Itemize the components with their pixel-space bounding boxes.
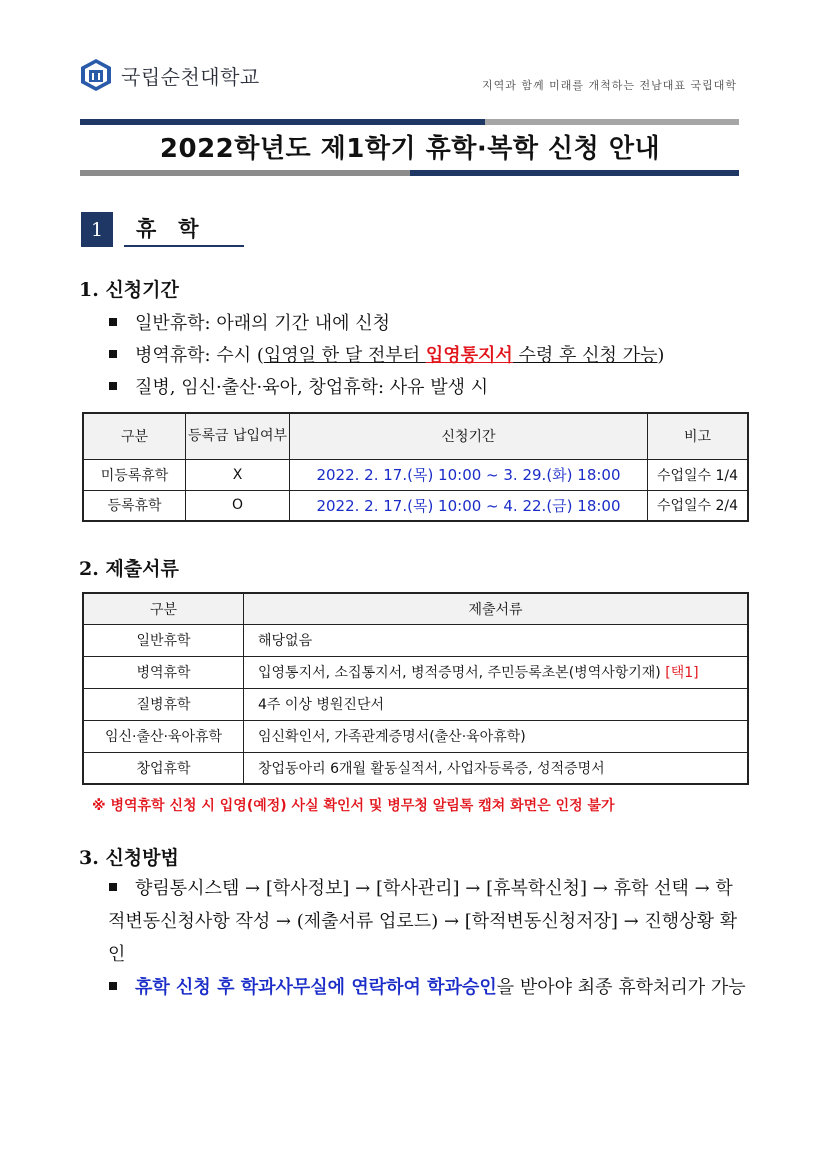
bullet-text-pre: 병역휴학: 수시 ( bbox=[135, 345, 264, 366]
period-bullet-others bbox=[108, 373, 488, 399]
cell-paid: X bbox=[186, 459, 290, 490]
table-row bbox=[83, 688, 748, 720]
cell-type: 등록휴학 bbox=[83, 490, 186, 521]
bullet-text: 향림통시스템 → [학사정보] → [학사관리] → [휴복학신청] → 휴학 선택 → 학적변동신청사항 작성 → (제출서류 업로드) → [학적변동신청저장] → 진행상황 확인 bbox=[108, 878, 738, 965]
period-table bbox=[82, 412, 749, 522]
title-top-bar-gray bbox=[485, 119, 739, 125]
title-bottom-bar-navy bbox=[410, 170, 739, 176]
table-row bbox=[83, 752, 748, 784]
header-cell: 등록금 납입여부 bbox=[186, 413, 290, 459]
bullet-text: 을 받아야 최종 휴학처리가 가능 bbox=[496, 977, 746, 998]
bullet-square-icon bbox=[109, 382, 117, 390]
header-cell: 구분 bbox=[83, 413, 186, 459]
cell-type: 질병휴학 bbox=[83, 688, 244, 720]
bullet-square-icon bbox=[109, 883, 117, 891]
bullet-text-post: ) bbox=[657, 345, 665, 366]
cell-docs: 임신확인서, 가족관계증명서(출산·육아휴학) bbox=[244, 720, 749, 752]
cell-period: 2022. 2. 17.(목) 10:00 ~ 4. 22.(금) 18:00 bbox=[290, 490, 648, 521]
title-top-bar-navy bbox=[80, 119, 485, 125]
method-bullet-approval bbox=[108, 971, 748, 1004]
university-emblem-icon bbox=[79, 58, 113, 92]
section-number: 1 bbox=[81, 212, 113, 247]
bullet-underlined-1: 입영일 한 달 전부터 bbox=[263, 345, 426, 366]
docs-warning-note: ※ 병역휴학 신청 시 입영(예정) 사실 확인서 및 병무청 알림톡 캡쳐 화면은 인정 불가 bbox=[92, 798, 615, 814]
cell-type: 미등록휴학 bbox=[83, 459, 186, 490]
period-heading: 1. 신청기간 bbox=[79, 279, 179, 301]
university-logo bbox=[79, 58, 260, 92]
table-row bbox=[83, 490, 748, 521]
choose-one-tag: [택1] bbox=[665, 665, 699, 681]
bullet-square-icon bbox=[109, 350, 117, 358]
cell-docs: 4주 이상 병원진단서 bbox=[244, 688, 749, 720]
cell-docs: 해당없음 bbox=[244, 624, 749, 656]
table-row bbox=[83, 459, 748, 490]
approval-highlight: 휴학 신청 후 학과사무실에 연락하여 학과승인 bbox=[135, 977, 497, 998]
title-bottom-bar-gray bbox=[80, 170, 410, 176]
header-cell: 구분 bbox=[83, 593, 244, 624]
cell-type: 창업휴학 bbox=[83, 752, 244, 784]
bullet-underlined-2: 수령 후 신청 가능 bbox=[512, 345, 658, 366]
cell-docs: 입영통지서, 소집통지서, 병적증명서, 주민등록초본(병역사항기재) [택1] bbox=[244, 656, 749, 688]
method-heading: 3. 신청방법 bbox=[79, 847, 179, 869]
cell-docs: 창업동아리 6개월 활동실적서, 사업자등록증, 성적증명서 bbox=[244, 752, 749, 784]
method-bullet-steps bbox=[108, 872, 748, 971]
cell-type: 임신·출산·육아휴학 bbox=[83, 720, 244, 752]
header-cell: 제출서류 bbox=[244, 593, 749, 624]
bullet-square-icon bbox=[109, 982, 117, 990]
docs-table bbox=[82, 592, 749, 785]
cell-type: 병역휴학 bbox=[83, 656, 244, 688]
cell-type: 일반휴학 bbox=[83, 624, 244, 656]
docs-heading: 2. 제출서류 bbox=[79, 558, 179, 580]
table-row bbox=[83, 624, 748, 656]
cell-note: 수업일수 2/4 bbox=[648, 490, 749, 521]
cell-period: 2022. 2. 17.(목) 10:00 ~ 3. 29.(화) 18:00 bbox=[290, 459, 648, 490]
bullet-highlight-enlistment-notice: 입영통지서 bbox=[425, 345, 513, 366]
header-cell: 신청기간 bbox=[290, 413, 648, 459]
university-name: 국립순천대학교 bbox=[121, 64, 260, 89]
document-title: 2022학년도 제1학기 휴학·복학 신청 안내 bbox=[159, 134, 661, 164]
header-cell: 비고 bbox=[648, 413, 749, 459]
bullet-text: 질병, 임신·출산·육아, 창업휴학: 사유 발생 시 bbox=[135, 377, 489, 398]
bullet-square-icon bbox=[109, 318, 117, 326]
cell-paid: O bbox=[186, 490, 290, 521]
bullet-text: 일반휴학: 아래의 기간 내에 신청 bbox=[135, 313, 390, 334]
period-bullet-military bbox=[108, 341, 664, 367]
section-title: 휴학 bbox=[136, 217, 221, 241]
cell-note: 수업일수 1/4 bbox=[648, 459, 749, 490]
section-underline bbox=[124, 245, 244, 247]
table-row bbox=[83, 656, 748, 688]
table-row bbox=[83, 720, 748, 752]
period-bullet-general bbox=[108, 309, 390, 335]
slogan: 지역과 함께 미래를 개척하는 전남대표 국립대학 bbox=[481, 79, 737, 92]
